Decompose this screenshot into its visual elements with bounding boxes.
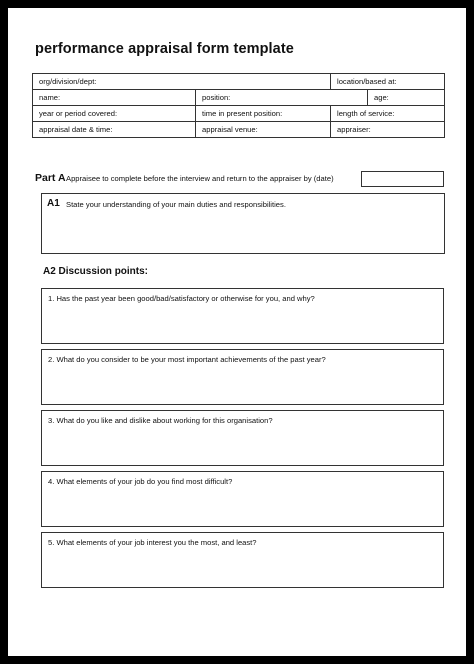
- employee-info-table: [32, 73, 445, 138]
- length-of-service-field[interactable]: length of service:: [331, 106, 445, 122]
- time-in-position-field[interactable]: time in present position:: [196, 106, 331, 122]
- table-row: [33, 74, 445, 90]
- discussion-question-box-2[interactable]: [41, 349, 444, 405]
- table-row: [33, 122, 445, 138]
- question-text: 3. What do you like and dislike about working for this organisation?: [48, 416, 273, 425]
- part-a-instruction: Appraisee to complete before the interview and return to the appraiser by (date): [66, 174, 334, 183]
- discussion-question-box-5[interactable]: [41, 532, 444, 588]
- part-a-section: [35, 171, 445, 186]
- table-row: [33, 90, 445, 106]
- a2-heading: A2 Discussion points:: [43, 266, 149, 277]
- org-division-dept-field[interactable]: org/division/dept:: [33, 74, 331, 90]
- question-text: 5. What elements of your job interest you the most, and least?: [48, 538, 257, 547]
- discussion-question-box-4[interactable]: [41, 471, 444, 527]
- appraisal-date-time-field[interactable]: appraisal date & time:: [33, 122, 196, 138]
- discussion-question-box-3[interactable]: [41, 410, 444, 466]
- return-date-input[interactable]: [361, 171, 444, 187]
- a1-label: A1: [47, 198, 60, 209]
- position-field[interactable]: position:: [196, 90, 368, 106]
- a1-prompt: State your understanding of your main duties and responsibilities.: [66, 200, 286, 209]
- name-field[interactable]: name:: [33, 90, 196, 106]
- table-row: [33, 106, 445, 122]
- question-text: 1. Has the past year been good/bad/satisfactory or otherwise for you, and why?: [48, 294, 315, 303]
- appraisal-venue-field[interactable]: appraisal venue:: [196, 122, 331, 138]
- part-a-label: Part A: [35, 172, 66, 184]
- question-text: 2. What do you consider to be your most important achievements of the past year?: [48, 355, 326, 364]
- age-field[interactable]: age:: [368, 90, 445, 106]
- appraisal-form-page: [8, 8, 466, 656]
- period-covered-field[interactable]: year or period covered:: [33, 106, 196, 122]
- question-text: 4. What elements of your job do you find most difficult?: [48, 477, 233, 486]
- a1-answer-box[interactable]: [41, 193, 445, 254]
- page-title: performance appraisal form template: [35, 41, 294, 57]
- appraiser-field[interactable]: appraiser:: [331, 122, 445, 138]
- location-field[interactable]: location/based at:: [331, 74, 445, 90]
- discussion-question-box-1[interactable]: [41, 288, 444, 344]
